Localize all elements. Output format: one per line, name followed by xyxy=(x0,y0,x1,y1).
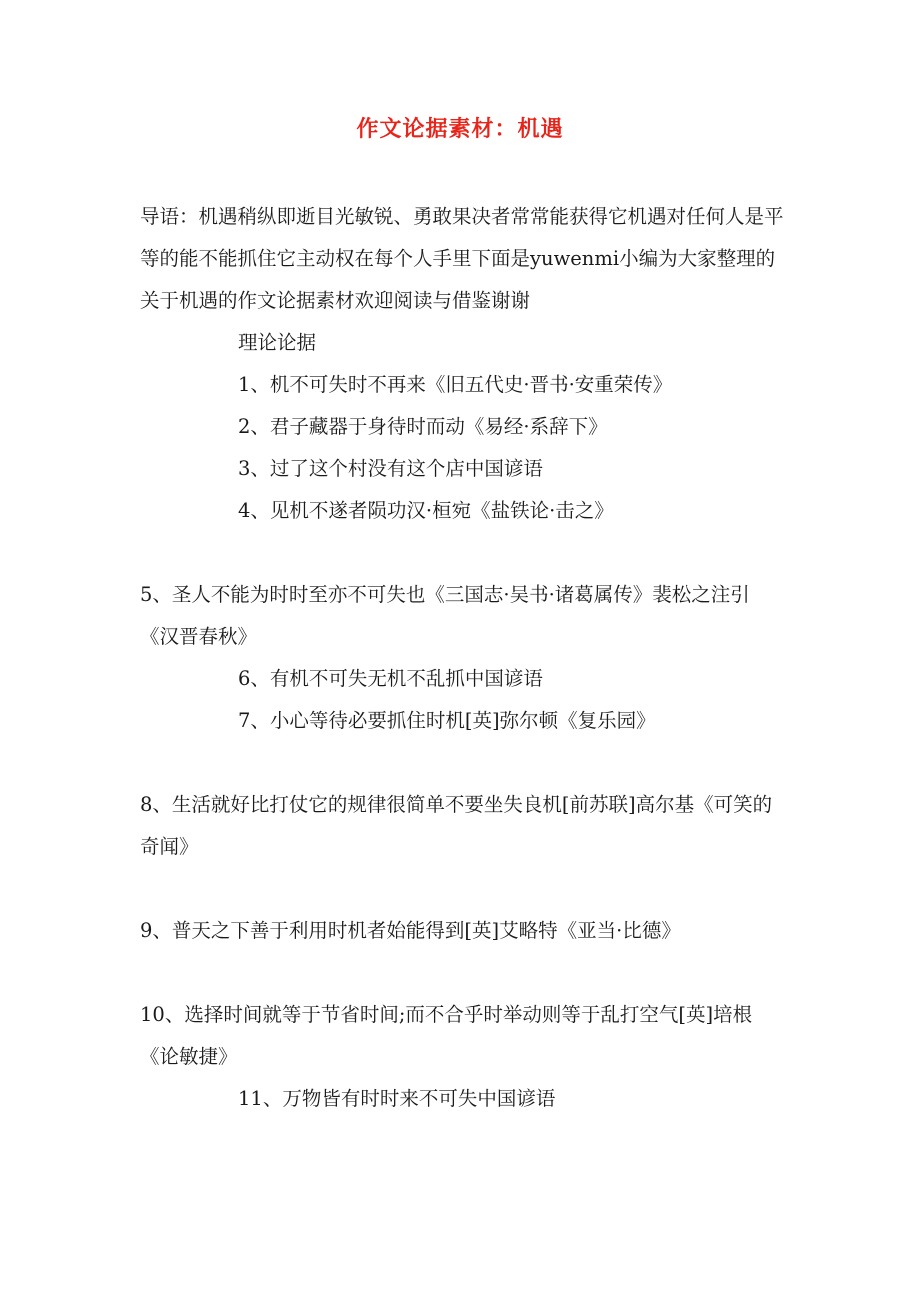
list-item: 9、普天之下善于利用时机者始能得到[英]艾略特《亚当·比德》 xyxy=(140,919,681,942)
list-item: 11、万物皆有时时来不可失中国谚语 xyxy=(238,1087,556,1110)
intro-paragraph: 导语：机遇稍纵即逝目光敏锐、勇敢果决者常常能获得它机遇对任何人是平等的能不能抓住它主动权在每个人手里下面是yuwenmi小编为大家整理的关于机遇的作文论据素材欢迎阅读与借鉴谢谢 xyxy=(140,205,784,312)
list-item: 1、机不可失时不再来《旧五代史·晋书·安重荣传》 xyxy=(238,373,673,396)
list-item: 2、君子藏器于身待时而动《易经·系辞下》 xyxy=(238,415,608,438)
list-item: 4、见机不遂者陨功汉·桓宛《盐铁论·击之》 xyxy=(238,499,614,522)
list-item: 5、圣人不能为时时至亦不可失也《三国志·吴书·诸葛属传》裴松之注引《汉晋春秋》 xyxy=(140,583,750,648)
list-item: 10、选择时间就等于节省时间;而不合乎时举动则等于乱打空气[英]培根《论敏捷》 xyxy=(140,1003,753,1068)
list-item: 3、过了这个村没有这个店中国谚语 xyxy=(238,457,543,480)
list-item: 7、小心等待必要抓住时机[英]弥尔顿《复乐园》 xyxy=(238,709,656,732)
section-heading: 理论论据 xyxy=(238,331,317,354)
list-item: 8、生活就好比打仗它的规律很简单不要坐失良机[前苏联]高尔基《可笑的奇闻》 xyxy=(140,793,773,858)
list-item: 6、有机不可失无机不乱抓中国谚语 xyxy=(238,667,543,690)
document-title: 作文论据素材：机遇 xyxy=(356,116,564,142)
